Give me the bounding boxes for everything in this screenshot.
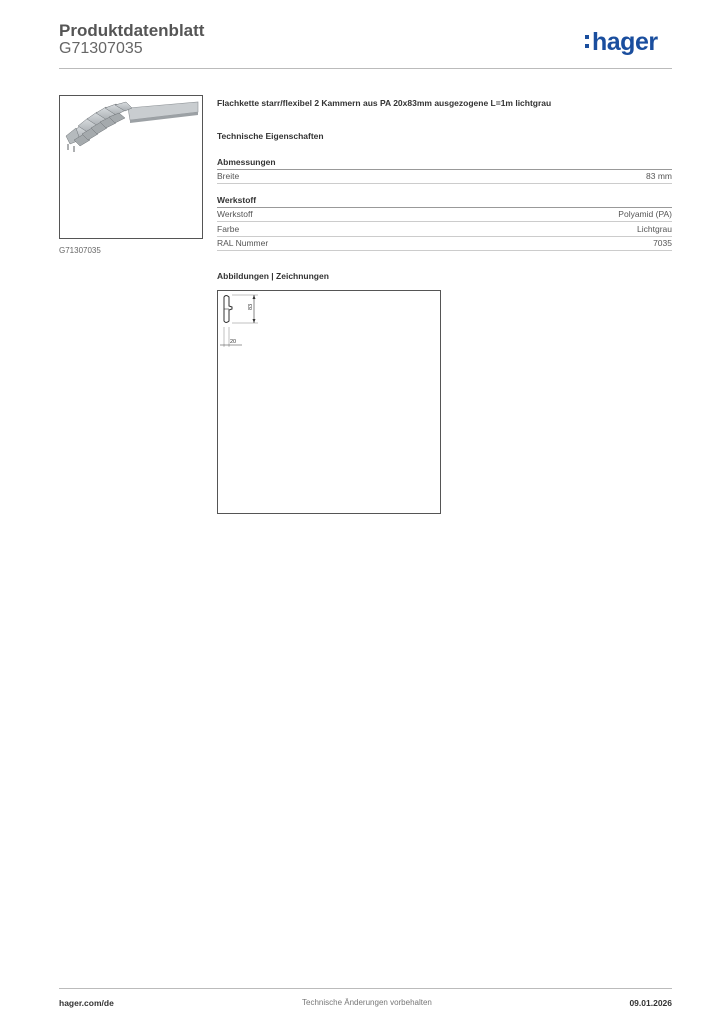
technical-drawing-frame (217, 290, 441, 514)
group-title-dimensions: Abmessungen (217, 157, 672, 170)
property-key: Farbe (217, 224, 240, 234)
section-title-technical: Technische Eigenschaften (217, 131, 324, 141)
property-value: 83 mm (646, 171, 672, 181)
property-value: 7035 (653, 238, 672, 248)
logo-text: hager (592, 28, 658, 56)
product-image-frame (59, 95, 203, 239)
product-code: G71307035 (59, 40, 143, 57)
dimension-height-label: 83 (248, 303, 254, 310)
product-description: Flachkette starr/flexibel 2 Kammern aus PA 20x83mm ausgezogene L=1m lichtgrau (217, 98, 552, 108)
image-caption: G71307035 (59, 246, 101, 255)
property-row (217, 236, 672, 251)
page-title: Produktdatenblatt (59, 21, 205, 40)
footer-notice: Technische Änderungen vorbehalten (302, 998, 432, 1007)
header-divider (59, 68, 672, 69)
footer-date: 09.01.2026 (629, 998, 672, 1008)
property-row (217, 222, 672, 237)
property-key: Breite (217, 171, 240, 181)
property-row (217, 207, 672, 222)
footer-divider (59, 988, 672, 989)
property-row (217, 169, 672, 184)
logo-dots-icon (585, 35, 589, 49)
hager-logo (592, 28, 658, 57)
property-key: Werkstoff (217, 209, 253, 219)
footer-website-link[interactable]: hager.com/de (59, 998, 114, 1008)
property-value: Polyamid (PA) (618, 209, 672, 219)
group-title-material: Werkstoff (217, 195, 672, 208)
property-key: RAL Nummer (217, 238, 269, 248)
cross-section-drawing (218, 291, 440, 513)
dimension-width-label: 20 (230, 339, 237, 345)
property-value: Lichtgrau (637, 224, 672, 234)
cable-chain-image (60, 96, 202, 238)
section-title-drawings: Abbildungen | Zeichnungen (217, 271, 329, 281)
